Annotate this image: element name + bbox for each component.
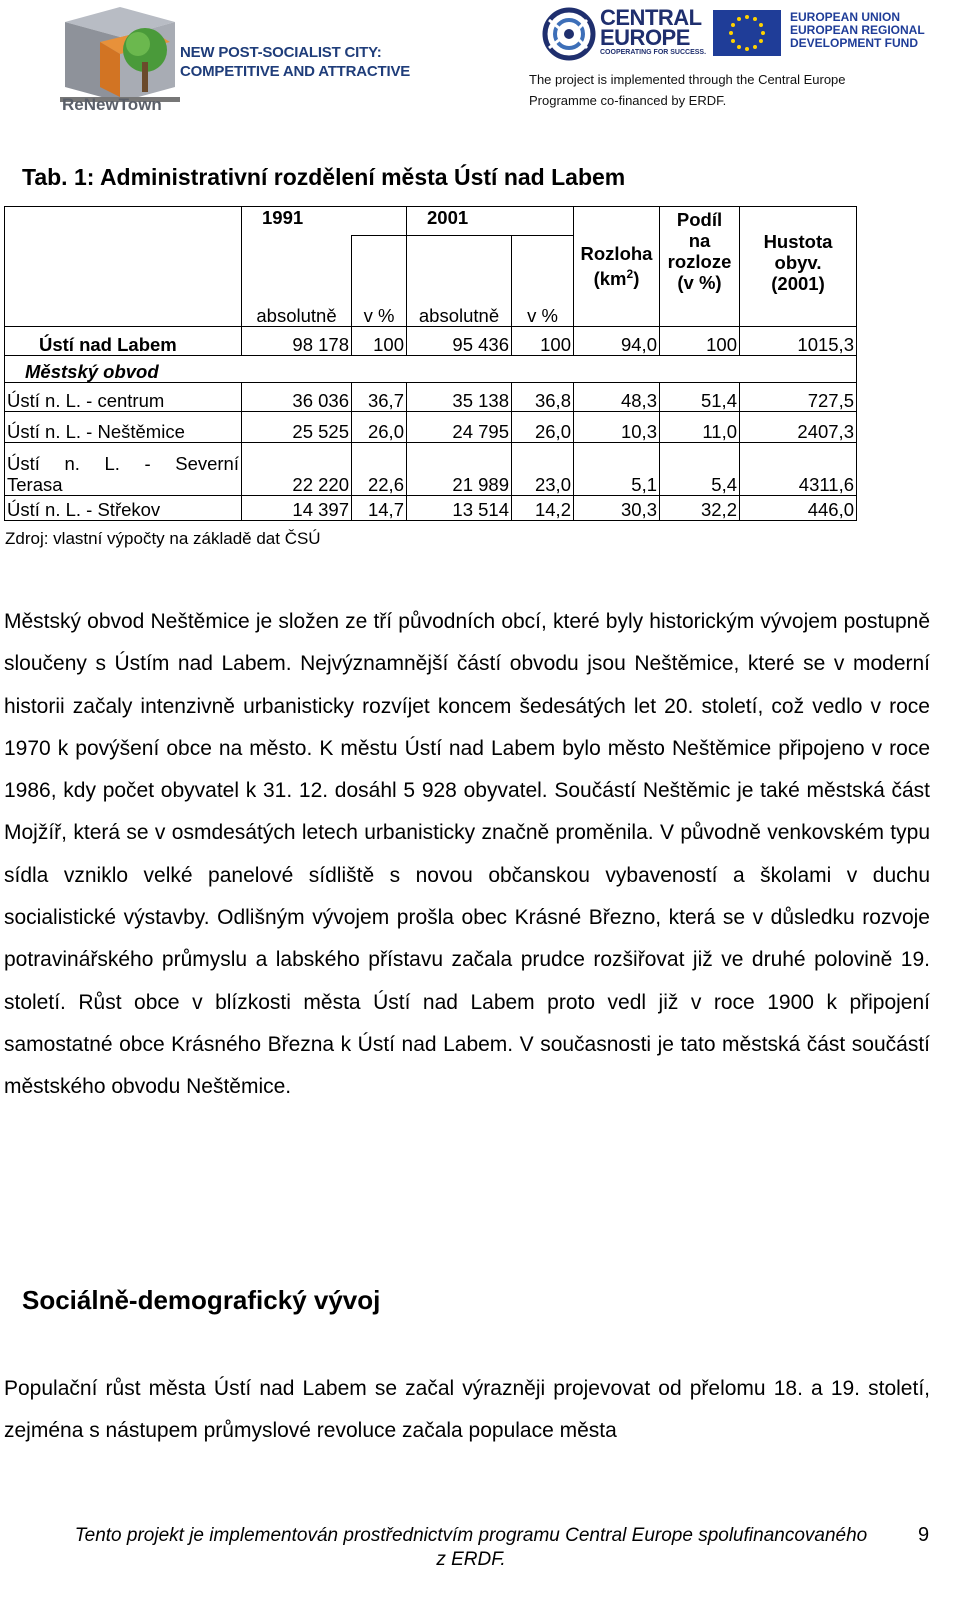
row-density: 446,0 [740, 495, 857, 520]
table-title: Tab. 1: Administrativní rozdělení města Ústí nad Labem [22, 164, 626, 190]
row-name: Ústí n. L. - centrum [5, 382, 242, 411]
table-row-city [5, 326, 857, 355]
table-row-district-heading [5, 355, 857, 382]
table-source: Zdroj: vlastní výpočty na základě dat ČSÚ [5, 529, 321, 548]
row-area: 48,3 [574, 382, 660, 411]
table-row [5, 411, 857, 442]
header-area [574, 207, 660, 327]
footer-text [36, 1524, 906, 1572]
implemented-line1: The project is implemented through the Central Europe [529, 72, 846, 87]
row-share: 51,4 [660, 382, 740, 411]
table-row [5, 382, 857, 411]
city-share: 100 [660, 326, 740, 355]
project-name [180, 43, 410, 81]
row-name: Ústí n. L. - Střekov [5, 495, 242, 520]
row-pct1991: 22,6 [352, 442, 407, 495]
row-abs2001: 21 989 [407, 442, 512, 495]
central-europe-line2: EUROPE [600, 25, 690, 50]
header-year-2001: 2001 [407, 207, 574, 236]
table-row [5, 495, 857, 520]
row-density: 2407,3 [740, 411, 857, 442]
page-header [0, 0, 960, 120]
row-abs1991: 14 397 [242, 495, 352, 520]
section-heading: Sociálně-demografický vývoj [22, 1285, 381, 1315]
administrative-division-table [4, 206, 857, 521]
eu-line3: DEVELOPMENT FUND [790, 36, 919, 50]
city-abs1991: 98 178 [242, 326, 352, 355]
row-density: 4311,6 [740, 442, 857, 495]
page-number: 9 [918, 1524, 930, 1546]
header-area-line2: (km [593, 268, 627, 290]
row-share: 11,0 [660, 411, 740, 442]
header-absolute-1991: absolutně [242, 236, 352, 327]
row-area: 5,1 [574, 442, 660, 495]
header-area-line2-end: ) [633, 268, 640, 290]
city-name: Ústí nad Labem [5, 326, 242, 355]
eu-line2: EUROPEAN REGIONAL [790, 23, 925, 37]
eu-flag-icon [713, 10, 781, 56]
header-percent-2001: v % [512, 236, 574, 327]
header-percent-1991: v % [352, 236, 407, 327]
district-heading: Městský obvod [5, 355, 242, 382]
row-share: 5,4 [660, 442, 740, 495]
implemented-line2: Programme co-financed by ERDF. [529, 93, 727, 108]
header-density-line1: Hustota [763, 231, 833, 252]
header-share [660, 207, 740, 327]
city-density: 1015,3 [740, 326, 857, 355]
footer-text-line1: Tento projekt je implementován prostřednictvím programu Central Europe spolufinancovaného [74, 1525, 868, 1546]
row-abs1991: 22 220 [242, 442, 352, 495]
header-area-sup: 2 [626, 267, 634, 282]
row-name: Ústí n. L. - Neštěmice [5, 411, 242, 442]
row-pct2001: 23,0 [512, 442, 574, 495]
header-density-line3: (2001) [771, 273, 825, 294]
city-abs2001: 95 436 [407, 326, 512, 355]
header-absolute-2001: absolutně [407, 236, 512, 327]
header-share-line2: na [688, 230, 711, 251]
row-pct1991: 36,7 [352, 382, 407, 411]
header-density-line2: obyv. [774, 252, 822, 273]
central-europe-text [600, 5, 702, 50]
header-share-line1: Podíl [676, 209, 723, 230]
row-name-line2: Terasa [7, 473, 63, 495]
project-name-line2: COMPETITIVE AND ATTRACTIVE [180, 63, 411, 80]
row-pct2001: 36,8 [512, 382, 574, 411]
central-europe-line1: CENTRAL [600, 5, 702, 30]
row-name [5, 442, 242, 495]
implemented-note [529, 69, 846, 111]
row-area: 10,3 [574, 411, 660, 442]
header-area-line1: Rozloha [580, 243, 653, 265]
renewtown-logo-text: ReNewTown [62, 95, 162, 114]
city-area: 94,0 [574, 326, 660, 355]
row-pct2001: 26,0 [512, 411, 574, 442]
paragraph-nestemice: Městský obvod Neštěmice je složen ze tří původních obcí, které byly historickým vývojem postupně sloučeny s Ústím nad Labem. Nejvýznamnější částí obvodu jsou Neštěmice, které se v moderní historii začaly intenzivně urbanisticky rozvíjet koncem šedesátých let 20. století, což vedlo v roce 1970 k povýšení obce na město. K městu Ústí nad Labem bylo město Neštěmice připojeno v roce 1986, kdy počet obyvatel k 31. 12. dosáhl 5 928 obyvatel. Součástí Neštěmic je také městská část Mojžíř, která se v osmdesátých letech urbanisticky značně proměnila. V původně venkovském typu sídla vzniklo velké panelové sídliště s novou občanskou vybaveností a školami v duchu socialistické výstavby. Odlišným vývojem prošla obec Krásné Březno, která se v důsledku rozvoje potravinářského průmyslu a labského přístavu začala prudce rozšiřovat již ve druhé polovině 19. století. Růst obce v blízkosti města Ústí nad Labem proto vedl již v roce 1900 k připojení samostatné obce Krásného Března k Ústí nad Labem. V současnosti je tato městská část součástí městského obvodu Neštěmice. [4, 610, 930, 1099]
row-density: 727,5 [740, 382, 857, 411]
header-year-1991: 1991 [242, 207, 407, 236]
header-density [740, 207, 857, 327]
header-empty-cell [5, 207, 242, 327]
row-pct1991: 14,7 [352, 495, 407, 520]
header-share-line4: (v %) [677, 272, 722, 293]
project-name-line1: NEW POST-SOCIALIST CITY: [180, 44, 382, 61]
row-area: 30,3 [574, 495, 660, 520]
eu-line1: EUROPEAN UNION [790, 10, 901, 24]
city-pct1991: 100 [352, 326, 407, 355]
row-pct2001: 14,2 [512, 495, 574, 520]
footer-text-line2: z ERDF. [436, 1549, 506, 1570]
row-share: 32,2 [660, 495, 740, 520]
header-share-line3: rozloze [667, 251, 732, 272]
paragraph-population: Populační růst města Ústí nad Labem se začal výrazněji projevovat od přelomu 18. a 19. století, zejména s nástupem průmyslové revoluce začala populace města [4, 1377, 930, 1443]
table-row [5, 442, 857, 495]
city-pct2001: 100 [512, 326, 574, 355]
row-abs2001: 35 138 [407, 382, 512, 411]
row-name-line1: Ústí n. L. - Severní [7, 452, 239, 474]
row-abs1991: 36 036 [242, 382, 352, 411]
table-header-row-years [5, 207, 857, 236]
row-pct1991: 26,0 [352, 411, 407, 442]
eu-erdf-text [790, 11, 925, 50]
row-abs2001: 24 795 [407, 411, 512, 442]
row-abs2001: 13 514 [407, 495, 512, 520]
central-europe-tagline: COOPERATING FOR SUCCESS. [600, 49, 707, 56]
row-abs1991: 25 525 [242, 411, 352, 442]
